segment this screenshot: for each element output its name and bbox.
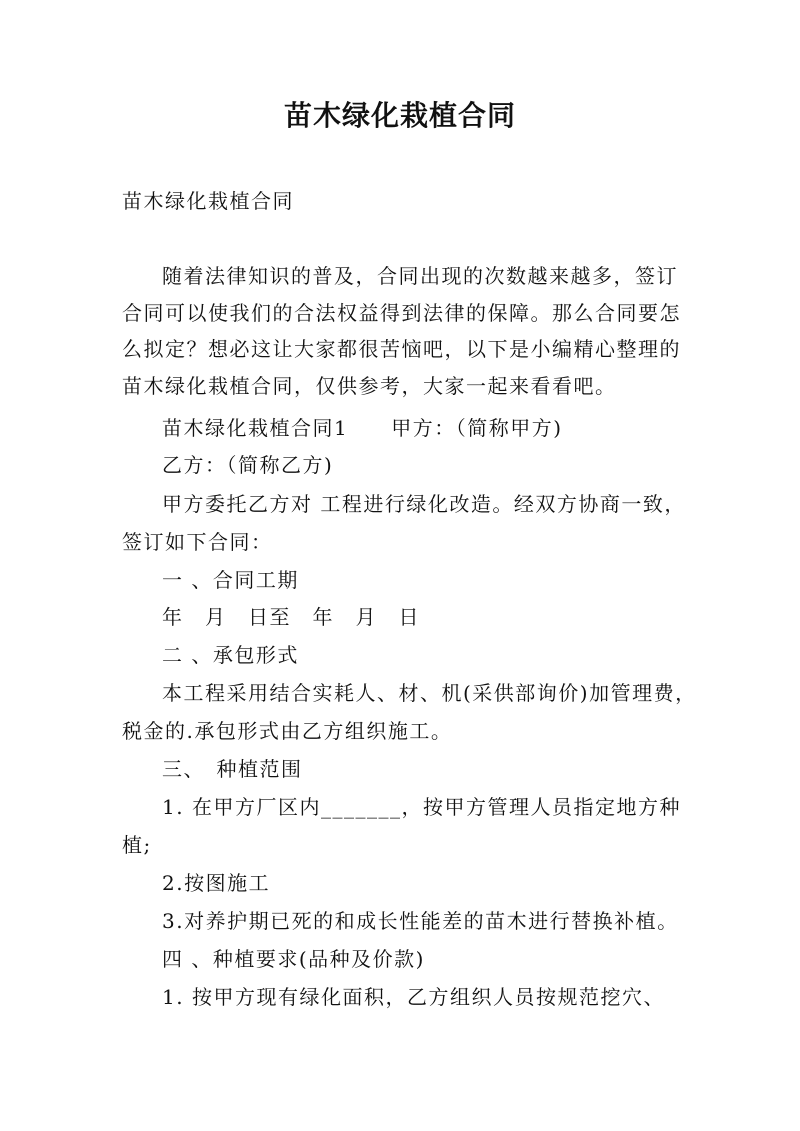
section-1-date-line: 年 月 日至 年 月 日	[162, 605, 420, 629]
section-3-item-1-line-2: 植;	[122, 833, 152, 857]
section-1-heading: 一 、合同工期	[162, 568, 299, 592]
intro-line-4: 苗木绿化栽植合同，仅供参考，大家一起来看看吧。	[122, 374, 617, 398]
entrust-line-2: 签订如下合同：	[122, 530, 273, 554]
intro-line-3: 么拟定？想必这让大家都很苦恼吧，以下是小编精心整理的	[122, 337, 681, 361]
section-4-heading: 四 、种植要求(品种及价款)	[162, 947, 425, 971]
intro-line-2: 合同可以使我们的合法权益得到法律的保障。那么合同要怎	[122, 301, 681, 325]
document-title: 苗木绿化栽植合同	[283, 99, 516, 132]
contract-party-b-line: 乙方：（简称乙方)	[162, 453, 334, 477]
section-2-heading: 二 、承包形式	[162, 643, 299, 667]
document-subtitle: 苗木绿化栽植合同	[122, 189, 294, 213]
section-3-heading: 三、 种植范围	[162, 757, 303, 781]
intro-line-1: 随着法律知识的普及，合同出现的次数越来越多，签订	[162, 264, 678, 288]
section-2-line-1: 本工程采用结合实耗人、材、机(采供部询价)加管理费，	[162, 681, 697, 705]
section-2-line-2: 税金的.承包形式由乙方组织施工。	[122, 719, 453, 743]
section-3-item-1-line-1: 1. 在甲方厂区内_______，按甲方管理人员指定地方种	[162, 795, 681, 819]
entrust-line-1: 甲方委托乙方对 工程进行绿化改造。经双方协商一致，	[162, 492, 686, 516]
section-3-item-2: 2.按图施工	[162, 871, 271, 895]
contract-party-a-line: 苗木绿化栽植合同1 甲方：（简称甲方)	[162, 416, 563, 440]
section-4-item-1: 1. 按甲方现有绿化面积，乙方组织人员按规范挖穴、	[162, 985, 665, 1009]
section-3-item-3: 3.对养护期已死的和成长性能差的苗木进行替换补植。	[162, 909, 679, 933]
